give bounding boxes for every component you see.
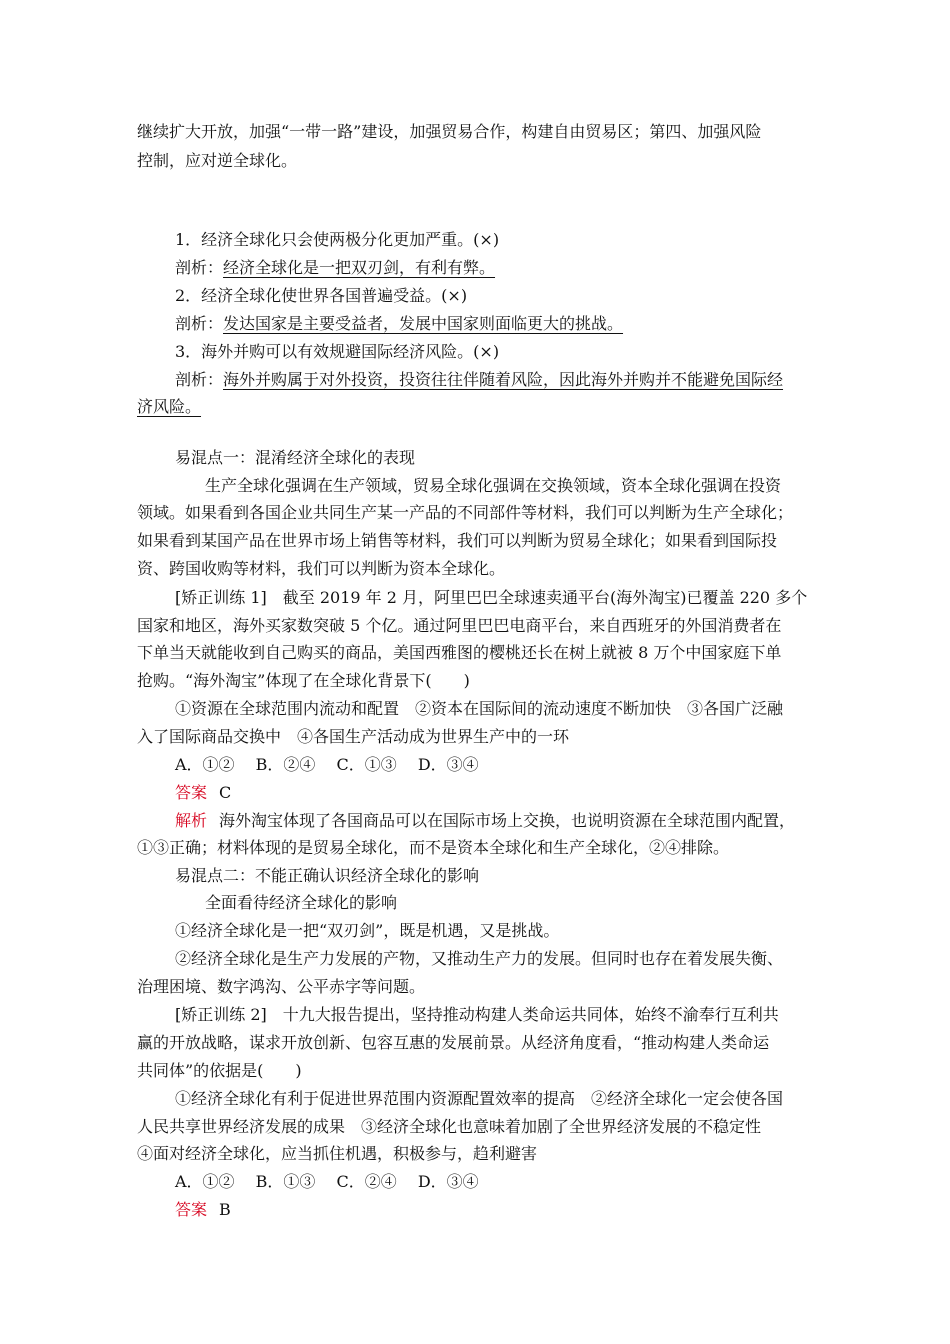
judgment-analysis-1 bbox=[175, 257, 495, 281]
judgment-analysis-3 bbox=[175, 369, 783, 393]
point2-body-line: ②经济全球化是生产力发展的产物，又推动生产力的发展。但同时也存在着发展失衡、 bbox=[175, 949, 784, 968]
intro-line-2: 控制，应对逆全球化。 bbox=[137, 151, 298, 170]
point2-heading: 易混点二：不能正确认识经济全球化的影响 bbox=[175, 866, 480, 885]
training2-question-line: 赢的开放战略，谋求开放创新、包容互惠的发展前景。从经济角度看，“推动构建人类命运 bbox=[137, 1033, 770, 1052]
answer-value: B bbox=[219, 1200, 231, 1219]
answer-label: 答案 bbox=[175, 1200, 208, 1219]
answer-value: C bbox=[219, 783, 232, 802]
point2-subheading: 全面看待经济全球化的影响 bbox=[205, 893, 398, 912]
point1-body-line: 资、跨国收购等材料，我们可以判断为资本全球化。 bbox=[137, 559, 506, 578]
training1-question-line: 国家和地区，海外买家数突破 5 个亿。通过阿里巴巴电商平台，来自西班牙的外国消费者在 bbox=[137, 616, 782, 635]
analysis-label: 剖析： bbox=[175, 258, 224, 277]
analysis-text: 海外淘宝体现了各国商品可以在国际市场上交换，也说明资源在全球范围内配置， bbox=[219, 811, 796, 830]
training1-options: A．①② B．②④ C．①③ D．③④ bbox=[175, 755, 479, 774]
point1-heading: 易混点一：混淆经济全球化的表现 bbox=[175, 448, 416, 467]
analysis-text: 经济全球化是一把双刃剑，有利有弊。 bbox=[223, 258, 496, 277]
judgment-statement-3: 3．海外并购可以有效规避国际经济风险。(×) bbox=[175, 342, 500, 361]
analysis-text: 济风险。 bbox=[137, 397, 202, 416]
training1-analysis-cont: ①③正确；材料体现的是贸易全球化，而不是资本全球化和生产全球化，②④排除。 bbox=[137, 838, 730, 857]
training2-item-line: 人民共享世界经济发展的成果 ③经济全球化也意味着加剧了全世界经济发展的不稳定性 bbox=[137, 1117, 762, 1136]
training2-question-line: 共同体”的依据是( ) bbox=[137, 1061, 302, 1080]
analysis-label: 剖析： bbox=[175, 314, 224, 333]
training1-item-line: ①资源在全球范围内流动和配置 ②资本在国际间的流动速度不断加快 ③各国广泛融 bbox=[175, 699, 784, 718]
point1-body-line: 生产全球化强调在生产领域，贸易全球化强调在交换领域，资本全球化强调在投资 bbox=[205, 476, 782, 495]
point1-body-line: 如果看到某国产品在世界市场上销售等材料，我们可以判断为贸易全球化；如果看到国际投 bbox=[137, 531, 778, 550]
answer-label: 答案 bbox=[175, 783, 208, 802]
analysis-label: 解析 bbox=[175, 811, 208, 830]
training1-answer bbox=[175, 782, 231, 806]
judgment-statement-1: 1．经济全球化只会使两极分化更加严重。(×) bbox=[175, 230, 500, 249]
training2-item-line: ①经济全球化有利于促进世界范围内资源配置效率的提高 ②经济全球化一定会使各国 bbox=[175, 1089, 784, 1108]
training1-question-line: 抢购。“海外淘宝”体现了在全球化背景下( ) bbox=[137, 671, 470, 690]
point2-body-line: 治理困境、数字鸿沟、公平赤字等问题。 bbox=[137, 977, 426, 996]
judgment-statement-2: 2．经济全球化使世界各国普遍受益。(×) bbox=[175, 286, 468, 305]
training2-options: A．①② B．①③ C．②④ D．③④ bbox=[175, 1172, 479, 1191]
judgment-analysis-2 bbox=[175, 313, 623, 337]
judgment-analysis-3-cont bbox=[137, 396, 201, 420]
intro-line-1: 继续扩大开放，加强“一带一路”建设，加强贸易合作，构建自由贸易区；第四、加强风险 bbox=[137, 122, 762, 141]
analysis-text: 海外并购属于对外投资，投资往往伴随着风险，因此海外并购并不能避免国际经 bbox=[223, 370, 784, 389]
point1-body-line: 领域。如果看到各国企业共同生产某一产品的不同部件等材料，我们可以判断为生产全球化； bbox=[137, 503, 794, 522]
training2-answer bbox=[175, 1199, 231, 1223]
training1-question-line: 下单当天就能收到自己购买的商品，美国西雅图的樱桃还长在树上就被 8 万个中国家庭下单 bbox=[137, 643, 782, 662]
training1-item-line: 入了国际商品交换中 ④各国生产活动成为世界生产中的一环 bbox=[137, 727, 570, 746]
training2-item-line: ④面对经济全球化，应当抓住机遇，积极参与，趋利避害 bbox=[137, 1144, 538, 1163]
point2-body-line: ①经济全球化是一把“双刃剑”，既是机遇，又是挑战。 bbox=[175, 921, 560, 940]
training1-analysis bbox=[175, 810, 795, 834]
analysis-text: 发达国家是主要受益者，发展中国家则面临更大的挑战。 bbox=[223, 314, 624, 333]
training1-question-line: [矫正训练 1] 截至 2019 年 2 月，阿里巴巴全球速卖通平台(海外淘宝)已覆盖 220 多个 bbox=[175, 588, 808, 607]
analysis-label: 剖析： bbox=[175, 370, 224, 389]
training2-question-line: [矫正训练 2] 十九大报告提出，坚持推动构建人类命运共同体，始终不渝奉行互利共 bbox=[175, 1005, 779, 1024]
